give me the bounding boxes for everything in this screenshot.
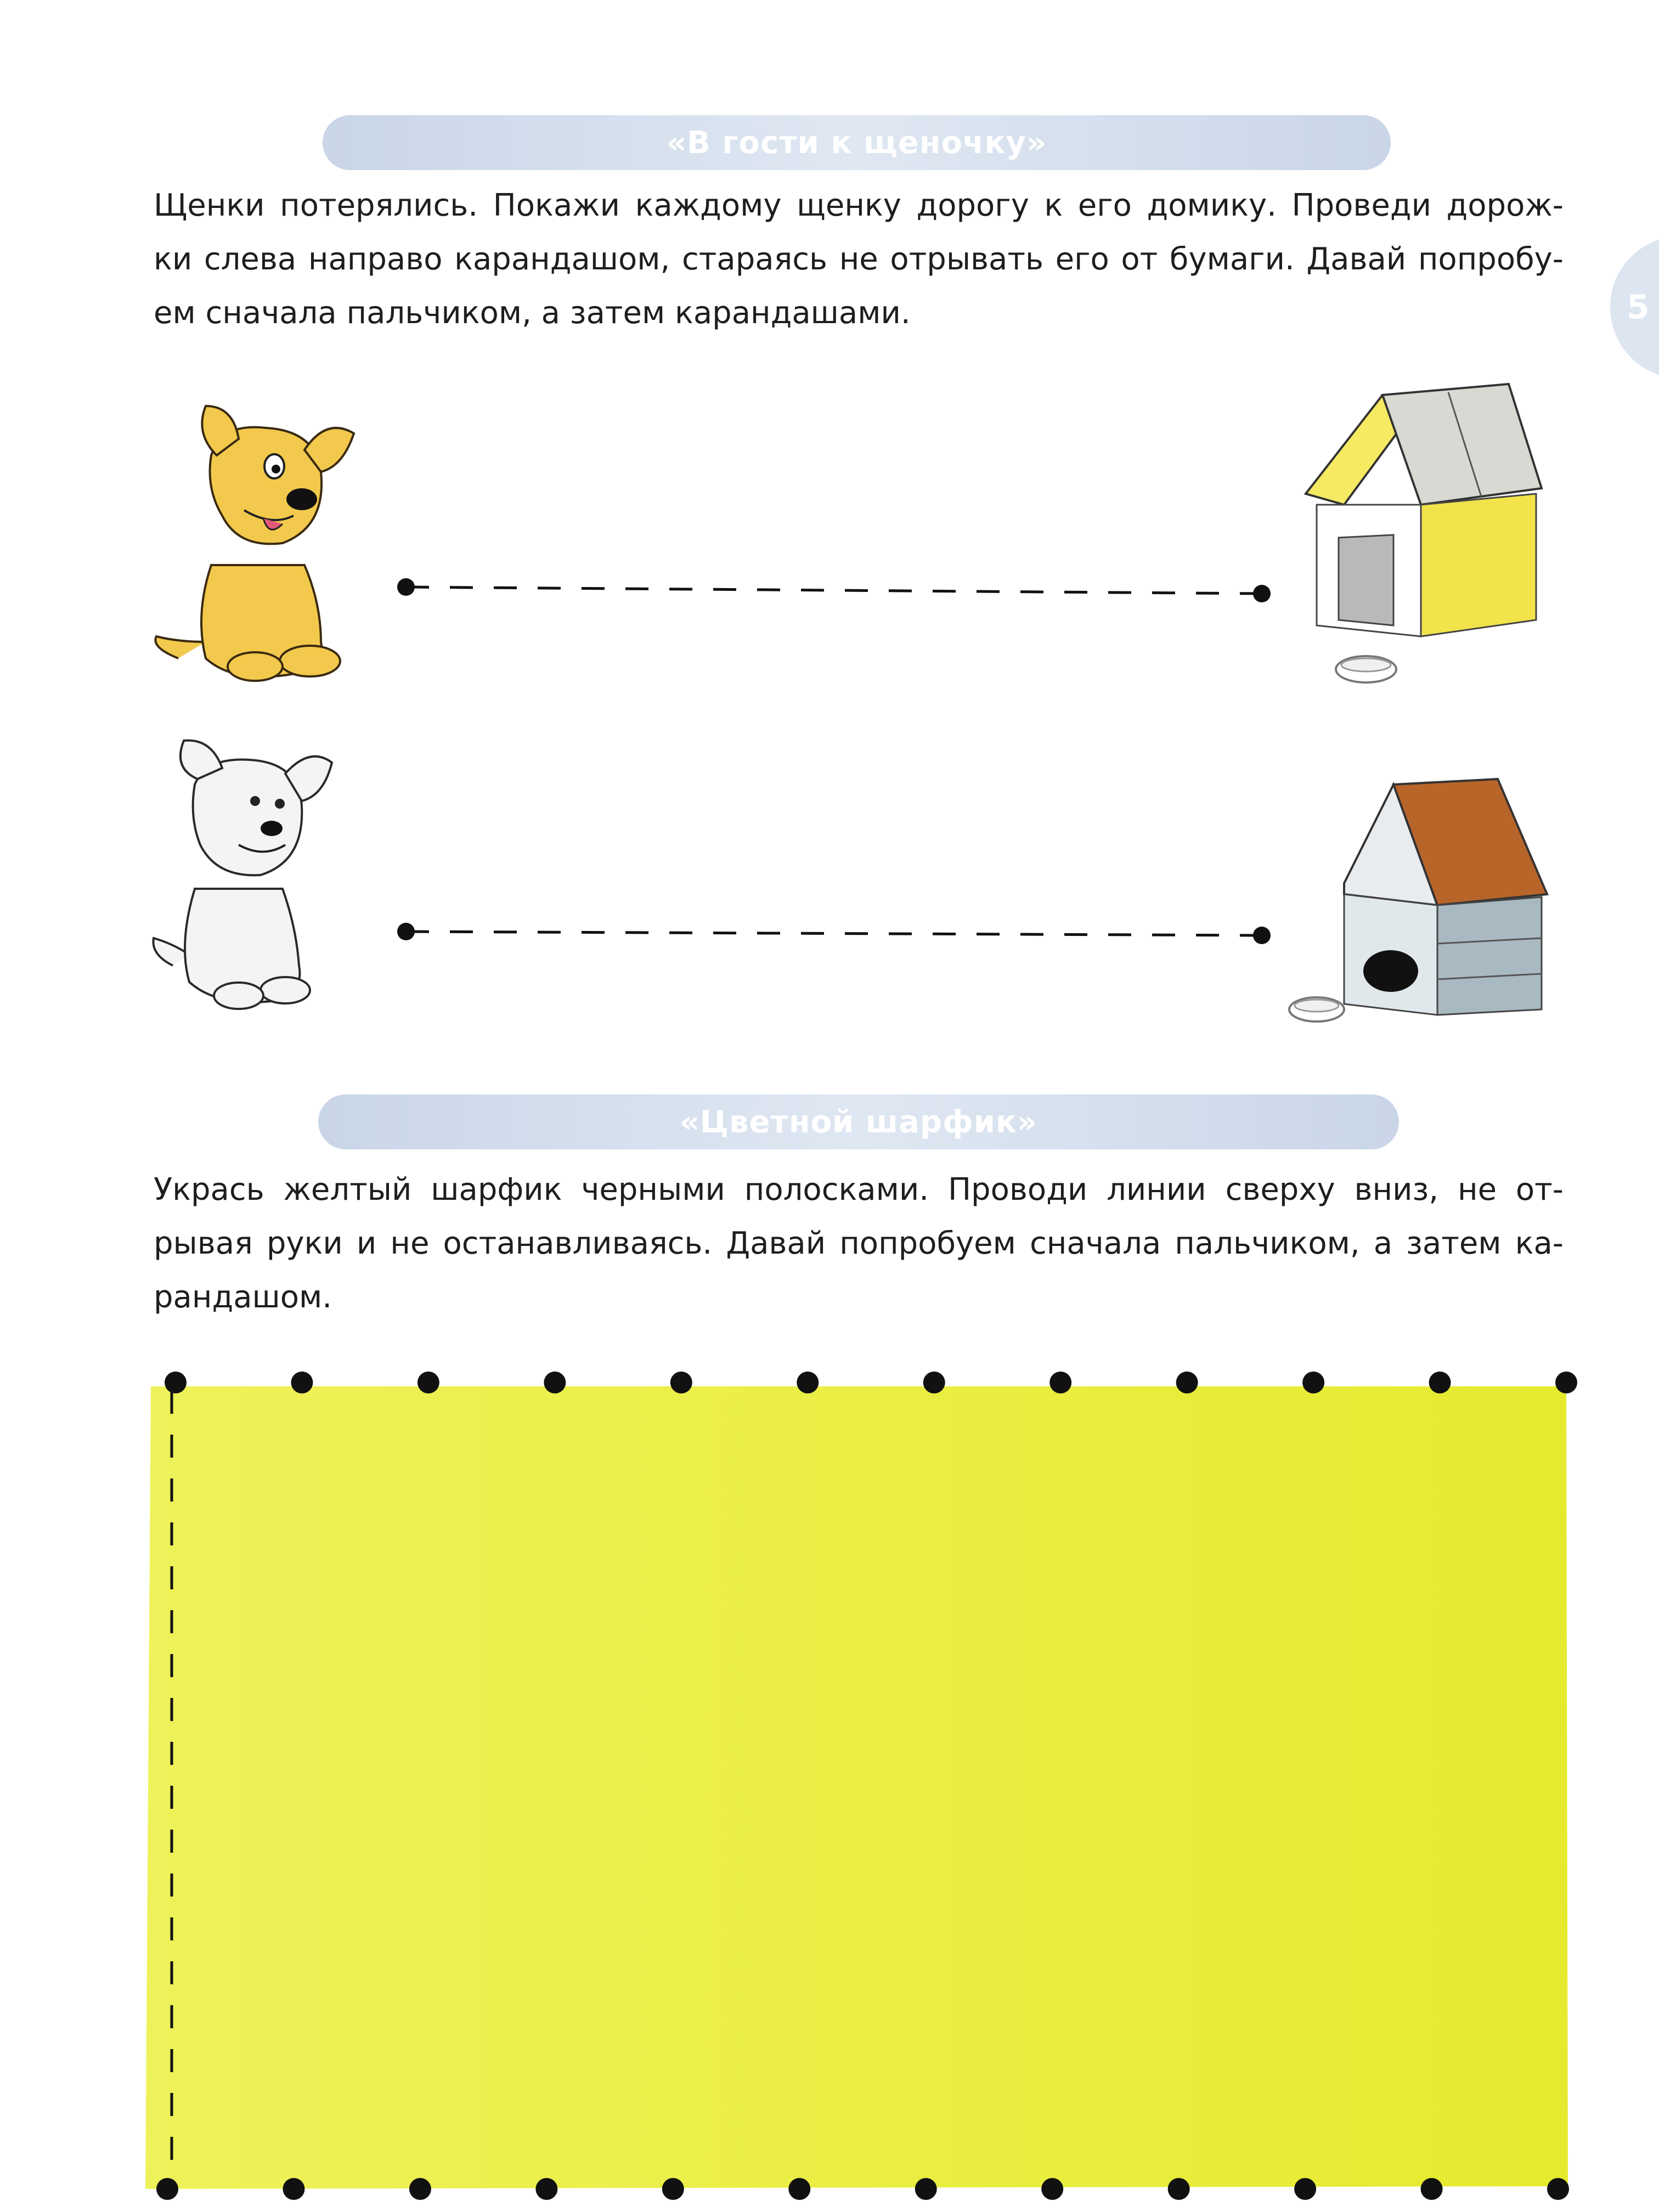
yellow-doghouse-icon [1284,379,1558,702]
exercise1-title: «В гости к щеночку» [666,125,1047,161]
instruction-line: рывая руки и не останавливаясь. Давай попробуем сначала пальчиком, а затем ка- [154,1226,1564,1261]
exercise2-title: «Цветной шарфик» [679,1104,1038,1140]
path-line-1[interactable] [406,587,1262,594]
page-number-tab [1610,236,1659,379]
scarf-bottom-dot [1294,2178,1316,2200]
scarf-bottom-dot [662,2178,684,2200]
page-number: 5 [1627,288,1650,326]
instruction-line: Щенки потерялись. Покажи каждому щенку дорогу к его домику. Проведи дорож- [154,188,1564,223]
path-end-dot-2 [1253,927,1271,944]
exercise1-title-banner [323,115,1391,170]
scarf-top-dot [1429,1372,1451,1393]
path-start-dot-2 [397,923,415,940]
scarf-bottom-dot [1168,2178,1190,2200]
scarf-top-dot [291,1372,313,1393]
scarf-bottom-dot [283,2178,304,2200]
path-start-dot-1 [397,578,415,596]
exercise2-title-banner [318,1094,1399,1149]
scarf-top-dot [1555,1372,1577,1393]
yellow-puppy-icon [145,384,392,691]
scarf-bottom-dot [156,2178,178,2200]
scarf-bottom-dot [1041,2178,1063,2200]
instruction-line: рандашом. [154,1279,332,1315]
exercise1-instructions [154,179,1564,340]
scarf-bottom-dot [915,2178,937,2200]
scarf-top-dot [797,1372,819,1393]
exercise2-instructions [154,1163,1564,1324]
scarf-bottom-dot [1547,2178,1569,2200]
scarf-top-dot [1049,1372,1071,1393]
scarf-top-dot [670,1372,692,1393]
path-line-2[interactable] [406,932,1262,935]
scarf-top-dot [1176,1372,1198,1393]
scarf-top-dot [1302,1372,1324,1393]
scarf-bottom-dot [788,2178,810,2200]
scarf-body[interactable] [145,1386,1568,2189]
path-end-dot-1 [1253,585,1271,602]
gray-doghouse-icon [1273,768,1558,1053]
instruction-line: ем сначала пальчиком, а затем карандашами. [154,295,911,331]
scarf-top-dot [165,1372,187,1393]
scarf-bottom-dot [409,2178,431,2200]
scarf-top-dot [923,1372,945,1393]
white-puppy-icon [145,735,365,1015]
scarf-bottom-dot [1421,2178,1443,2200]
scarf-bottom-dot [535,2178,557,2200]
scarf-top-dot [417,1372,439,1393]
instruction-line: Укрась желтый шарфик черными полосками. Проводи линии сверху вниз, не от- [154,1172,1564,1207]
yellow-scarf-icon [0,1317,1659,2212]
scarf-top-dot [544,1372,566,1393]
instruction-line: ки слева направо карандашом, стараясь не отрывать его от бумаги. Давай попробу- [154,241,1564,277]
